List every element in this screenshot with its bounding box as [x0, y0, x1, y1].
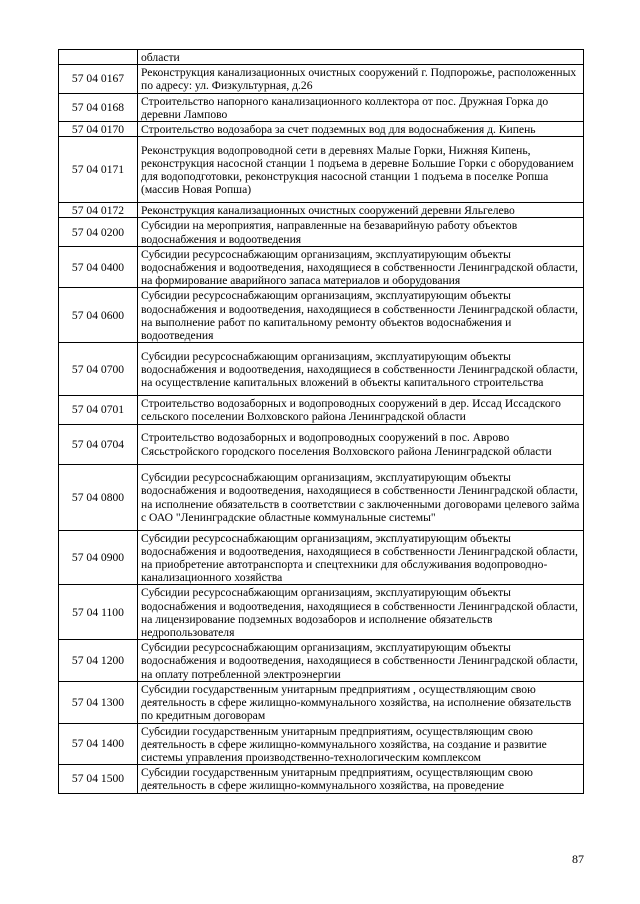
row-description: Субсидии государственным унитарным предприятиям, осуществляющим свою деятельность в сфере жилищно-коммунального хозяйства, на создание и развитие системы управления производственно-технологическим комплексом: [138, 723, 584, 765]
table-row: [59, 246, 584, 288]
table-row: [59, 137, 584, 203]
row-code: 57 04 0900: [59, 530, 138, 585]
row-code: 57 04 1400: [59, 723, 138, 765]
row-code: 57 04 1200: [59, 640, 138, 682]
row-code: 57 04 0171: [59, 137, 138, 203]
row-description: Субсидии ресурсоснабжающим организациям, эксплуатирующим объекты водоснабжения и водоотведения, находящиеся в собственности Ленинградской области, на формирование аварийного запаса материалов и оборудования: [138, 246, 584, 288]
row-code: 57 04 0800: [59, 464, 138, 530]
row-description: Субсидии государственным унитарным предприятиям , осуществляющим свою деятельность в сфере жилищно-коммунального хозяйства, на исполнение обязательств по кредитным договорам: [138, 681, 584, 723]
row-code: 57 04 0172: [59, 203, 138, 218]
table-row: [59, 50, 584, 65]
row-description: области: [138, 50, 584, 65]
table-row: [59, 681, 584, 723]
row-description: Строительство водозаборных и водопроводных сооружений в пос. Аврово Сясьстройского городского поселения Волховского района Ленинградской области: [138, 424, 584, 464]
table-row: [59, 640, 584, 682]
row-code: 57 04 0704: [59, 424, 138, 464]
table-row: [59, 396, 584, 424]
table-row: [59, 585, 584, 640]
row-description: Субсидии государственным унитарным предприятиям, осуществляющим свою деятельность в сфере жилищно-коммунального хозяйства, на проведение: [138, 765, 584, 793]
table-row: [59, 203, 584, 218]
row-code: 57 04 0170: [59, 122, 138, 137]
row-description: Субсидии ресурсоснабжающим организациям, эксплуатирующим объекты водоснабжения и водоотведения, находящиеся в собственности Ленинградской области, на приобретение автотранспорта и спецтехники для обслуживания водопроводно-канализационного хозяйства: [138, 530, 584, 585]
table-row: [59, 288, 584, 343]
row-description: Строительство водозаборных и водопроводных сооружений в дер. Иссад Иссадского сельского поселении Волховского района Ленинградской области: [138, 396, 584, 424]
row-description: Реконструкция канализационных очистных сооружений деревни Яльгелево: [138, 203, 584, 218]
table-row: [59, 65, 584, 93]
row-description: Субсидии на мероприятия, направленные на безаварийную работу объектов водоснабжения и водоотведения: [138, 218, 584, 246]
row-code: 57 04 1100: [59, 585, 138, 640]
row-description: Субсидии ресурсоснабжающим организациям, эксплуатирующим объекты водоснабжения и водоотведения, находящиеся в собственности Ленинградской области, на оплату потребленной электроэнергии: [138, 640, 584, 682]
row-code: 57 04 0167: [59, 65, 138, 93]
table-row: [59, 218, 584, 246]
table-row: [59, 765, 584, 793]
row-code: 57 04 0200: [59, 218, 138, 246]
row-code: 57 04 0701: [59, 396, 138, 424]
row-description: Субсидии ресурсоснабжающим организациям, эксплуатирующим объекты водоснабжения и водоотведения, находящиеся в собственности Ленинградской области, на лицензирование подземных водозаборов и исполнение обязательств недропользователя: [138, 585, 584, 640]
table-row: [59, 93, 584, 121]
table-row: [59, 723, 584, 765]
table-row: [59, 424, 584, 464]
row-description: Строительство водозабора за счет подземных вод для водоснабжения д. Кипень: [138, 122, 584, 137]
row-code: 57 04 0400: [59, 246, 138, 288]
row-code: 57 04 0600: [59, 288, 138, 343]
table-row: [59, 464, 584, 530]
row-description: Субсидии ресурсоснабжающим организациям, эксплуатирующим объекты водоснабжения и водоотведения, находящиеся в собственности Ленинградской области, на осуществление капитальных вложений в объекты капитального строительства: [138, 343, 584, 396]
table-row: [59, 122, 584, 137]
table-row: [59, 343, 584, 396]
row-description: Субсидии ресурсоснабжающим организациям, эксплуатирующим объекты водоснабжения и водоотведения, находящиеся в собственности Ленинградской области, на выполнение работ по капитальному ремонту объектов водоснабжения и водоотведения: [138, 288, 584, 343]
row-description: Реконструкция водопроводной сети в деревнях Малые Горки, Нижняя Кипень, реконструкция насосной станции 1 подъема в деревне Большие Горки с оборудованием для водоподготовки, реконструкция насосной станции 1 подъема в поселке Ропша (массив Новая Ропша): [138, 137, 584, 203]
row-code: 57 04 0700: [59, 343, 138, 396]
row-description: Субсидии ресурсоснабжающим организациям, эксплуатирующим объекты водоснабжения и водоотведения, находящиеся в собственности Ленинградской области, на исполнение обязательств в соответствии с заключенными договорами целевого займа с ОАО "Ленинградские областные коммунальные системы": [138, 464, 584, 530]
row-code: [59, 50, 138, 65]
row-code: 57 04 1300: [59, 681, 138, 723]
table-body: [59, 50, 584, 794]
row-code: 57 04 1500: [59, 765, 138, 793]
row-code: 57 04 0168: [59, 93, 138, 121]
budget-code-table: [58, 49, 584, 794]
page-number: 87: [572, 852, 584, 866]
row-description: Реконструкция канализационных очистных сооружений г. Подпорожье, расположенных по адресу: ул. Физкультурная, д.26: [138, 65, 584, 93]
table-row: [59, 530, 584, 585]
row-description: Строительство напорного канализационного коллектора от пос. Дружная Горка до деревни Лампово: [138, 93, 584, 121]
